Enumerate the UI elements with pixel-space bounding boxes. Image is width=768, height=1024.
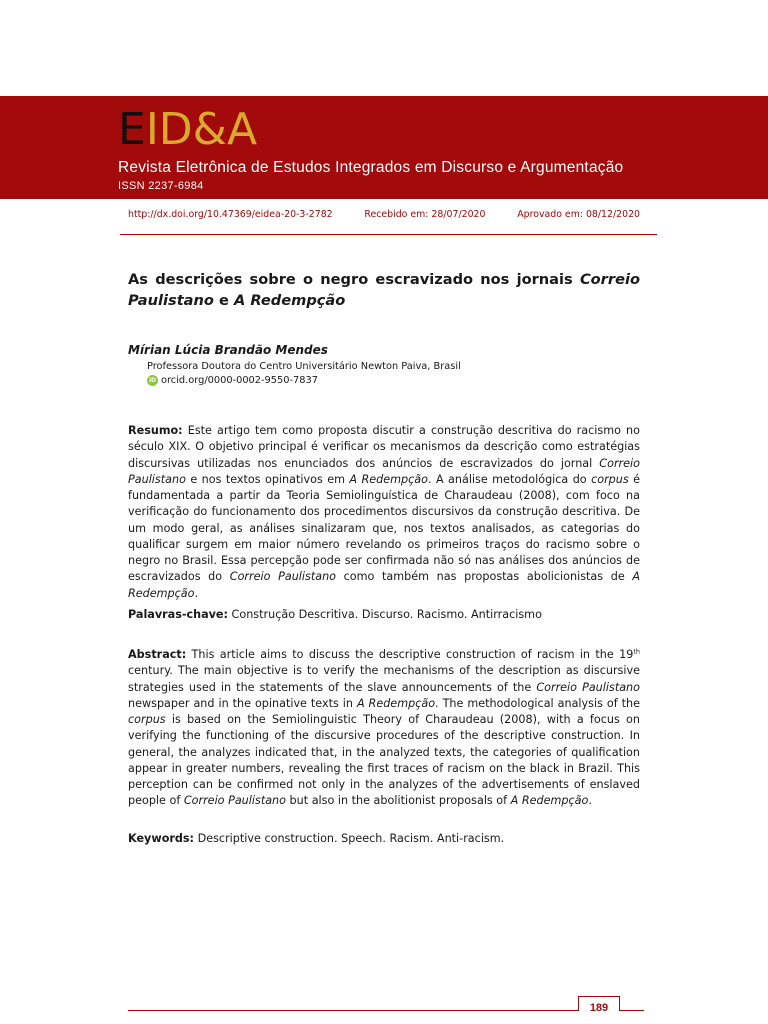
- palavras-chave-label: Palavras-chave:: [128, 608, 228, 621]
- journal-logo: [118, 105, 257, 155]
- article-meta: [128, 209, 640, 220]
- resumo-italic: Correio Paulistano: [229, 570, 337, 584]
- keywords-label: Keywords:: [128, 832, 195, 845]
- abstract-superscript: th: [633, 647, 640, 656]
- abstract-italic: A Redempção: [510, 794, 589, 808]
- title-text-2: e: [213, 292, 234, 309]
- approved-date: Aprovado em: 08/12/2020: [517, 209, 640, 220]
- title-text-1: As descrições sobre o negro escravizado nos jornais: [128, 271, 580, 288]
- abstract-paragraph: [128, 647, 640, 810]
- resumo-label: Resumo:: [128, 424, 183, 437]
- page-number: 189: [578, 996, 620, 1011]
- palavras-chave: [128, 607, 640, 623]
- received-date: Recebido em: 28/07/2020: [364, 209, 486, 220]
- orcid-icon: iD: [148, 377, 157, 384]
- author-name: Mírian Lúcia Brandão Mendes: [128, 343, 328, 357]
- resumo-text: Este artigo tem como proposta discutir a construção descritiva do racismo no século XIX. O objetivo principal é verificar os mecanismos da descrição como estratégias discursivas utilizadas nos enunciados dos anúncios de escravizados do jornal: [128, 424, 640, 470]
- abstract-italic: corpus: [128, 713, 166, 726]
- resumo-italic: Correio Paulistano: [128, 456, 640, 486]
- abstract-italic: Correio Paulistano: [536, 680, 640, 694]
- resumo-paragraph: [128, 423, 640, 602]
- meta-divider: [120, 234, 657, 235]
- keywords: [128, 831, 640, 847]
- abstract-text: . The methodological analysis of the: [435, 696, 640, 710]
- palavras-chave-text: Construção Descritiva. Discurso. Racismo. Antirracismo: [228, 608, 542, 621]
- abstract-text: newspaper and in the opinative texts in: [128, 696, 357, 710]
- resumo-text: .: [194, 586, 199, 600]
- title-italic-2: A Redempção: [234, 292, 346, 309]
- resumo-text: . A análise metodológica do: [427, 472, 592, 486]
- abstract-label: Abstract:: [128, 648, 187, 661]
- resumo-text: como também nas propostas abolicionistas de: [336, 570, 633, 584]
- resumo-text: é fundamentada a partir da Teoria Semiolinguística de Charaudeau (2008), com foco na verificação do funcionamento dos procedimentos discursivos da construção descritiva. De um modo geral, as análises sinalizaram que, nos textos analisados, as categorias do qualificar surgem em maior número revelando os primeiros traços do racismo sobre o negro no Brasil. Essa percepção pode ser confirmada não só nas análises dos anúncios de escravizados do: [128, 472, 641, 584]
- orcid-link[interactable]: orcid.org/0000-0002-9550-7837: [161, 375, 318, 386]
- article-title: [128, 269, 640, 311]
- abstract-italic: Correio Paulistano: [183, 794, 286, 808]
- abstract-text: century. The main objective is to verify the mechanisms of the description as discursive strategies used in the statements of the slave announcements of the: [128, 664, 640, 694]
- journal-banner: [0, 96, 768, 199]
- keywords-text: Descriptive construction. Speech. Racism. Anti-racism.: [194, 832, 505, 845]
- logo-rest: ID&A: [145, 104, 258, 155]
- orcid-line: [147, 375, 318, 386]
- resumo-italic: corpus: [591, 472, 629, 486]
- journal-issn: ISSN 2237-6984: [118, 180, 204, 192]
- resumo-italic: A Redempção: [349, 472, 428, 486]
- abstract-text: is based on the Semiolinguistic Theory of Charaudeau (2008), with a focus on verifying the functioning of the discursive procedures of the descriptive construction. In general, the analyzes indicated that, in the analyzed texts, the categories of qualification appear in greater numbers, revealing the first traces of racism on the black in Brazil. This perception can be confirmed not only in the analyzes of the advertisements of enslaved people of: [128, 713, 640, 808]
- author-affiliation: Professora Doutora do Centro Universitário Newton Paiva, Brasil: [147, 361, 461, 372]
- abstract-text: .: [588, 794, 592, 808]
- title-italic-1: Correio Paulistano: [128, 271, 640, 309]
- footer-divider: [128, 1010, 644, 1011]
- abstract-text: but also in the abolitionist proposals of: [286, 794, 511, 808]
- resumo-italic: A Redempção: [128, 570, 640, 600]
- journal-subtitle: Revista Eletrônica de Estudos Integrados em Discurso e Argumentação: [118, 159, 624, 176]
- resumo-text: e nos textos opinativos em: [185, 472, 350, 486]
- doi-link[interactable]: http://dx.doi.org/10.47369/eidea-20-3-2782: [128, 209, 333, 220]
- abstract-text: This article aims to discuss the descriptive construction of racism in the 19: [186, 648, 634, 661]
- abstract-italic: A Redempção: [356, 696, 436, 710]
- logo-first-letter: E: [118, 104, 146, 155]
